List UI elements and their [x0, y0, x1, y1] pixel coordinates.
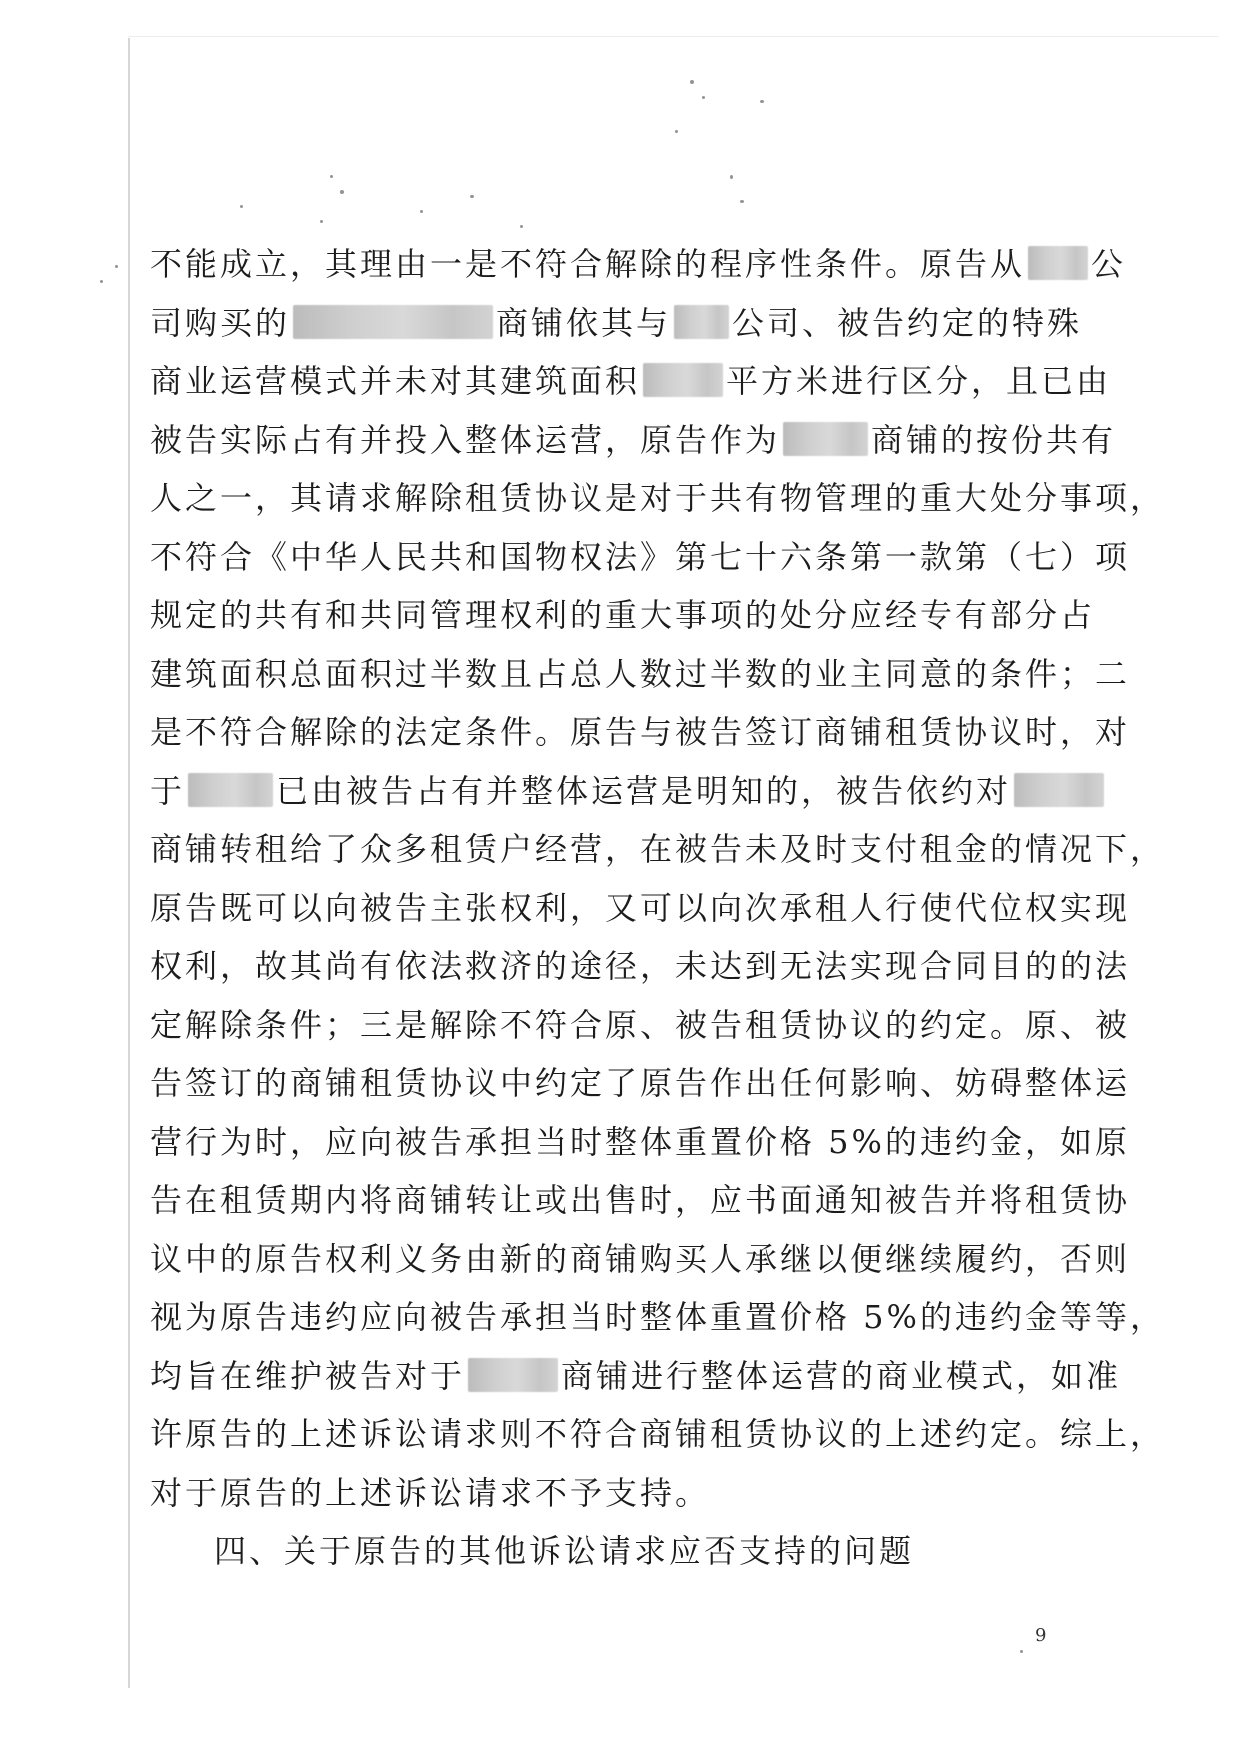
scan-speck [330, 175, 333, 178]
text-segment: 平方米进行区分，且已由 [726, 362, 1112, 400]
scan-speck [730, 175, 733, 179]
text-segment: 规定的共有和共同管理权利的重大事项的处分应经专有部分占 [150, 596, 1096, 634]
scan-speck [240, 205, 243, 208]
scan-speck [760, 100, 764, 103]
text-segment: 已由被告占有并整体运营是明知的，被告依约对 [276, 771, 1012, 810]
text-line [150, 235, 1127, 294]
text-segment: 告签订的商铺租赁协议中约定了原告作出任何影响、妨碍整体运 [150, 1064, 1131, 1102]
text-line [150, 937, 1131, 996]
text-line [150, 1405, 1166, 1464]
redacted-block [643, 363, 723, 397]
redacted-block [468, 1358, 558, 1392]
scan-speck [1020, 1650, 1023, 1653]
text-line [150, 645, 1131, 704]
text-line [150, 528, 1131, 587]
text-line [150, 1464, 1100, 1523]
text-segment: 司购买的 [150, 303, 291, 342]
text-segment: 公司、被告约定的特殊 [732, 303, 1083, 342]
text-line [150, 879, 1131, 938]
text-line [150, 352, 1112, 411]
text-line [150, 1113, 1130, 1172]
text-segment: 视为原告违约应向被告承担当时整体重置价格 5%的违约金等等， [150, 1298, 1165, 1336]
scan-speck [702, 96, 705, 99]
text-line [150, 1347, 1122, 1406]
text-segment: 商铺的按份共有 [871, 420, 1117, 459]
text-line [150, 996, 1131, 1055]
scan-speck [520, 225, 523, 228]
text-segment: 均旨在维护被告对于 [150, 1356, 466, 1395]
text-segment: 是不符合解除的法定条件。原告与被告签订商铺租赁协议时，对 [150, 713, 1131, 751]
scan-speck [690, 80, 694, 84]
text-segment: 商铺转租给了众多租赁户经营，在被告未及时支付租金的情况下， [150, 830, 1166, 868]
scan-speck [320, 220, 323, 223]
text-segment: 不能成立，其理由一是不符合解除的程序性条件。原告从 [150, 245, 1026, 283]
page-edge-top [128, 36, 1218, 37]
text-line [150, 294, 1100, 353]
text-segment: 许原告的上述诉讼请求则不符合商铺租赁协议的上述约定。综上， [150, 1415, 1166, 1453]
scan-speck [740, 200, 744, 203]
text-line [150, 1288, 1165, 1347]
text-segment: 公 [1091, 245, 1127, 283]
scan-speck [340, 190, 344, 194]
text-segment: 告在租赁期内将商铺转让或出售时，应书面通知被告并将租赁协 [150, 1181, 1131, 1219]
text-segment: 商铺依其与 [496, 303, 672, 342]
text-segment: 议中的原告权利义务由新的商铺购买人承继以便继续履约，否则 [150, 1239, 1131, 1278]
text-segment: 对于原告的上述诉讼请求不予支持。 [150, 1473, 711, 1512]
text-line [150, 1230, 1131, 1289]
text-segment: 营行为时，应向被告承担当时整体重置价格 5%的违约金，如原 [150, 1122, 1130, 1161]
scan-speck [420, 210, 423, 213]
text-segment: 原告既可以向被告主张权利，又可以向次承租人行使代位权实现 [150, 888, 1131, 927]
text-line [150, 1171, 1131, 1230]
text-segment: 不符合《中华人民共和国物权法》第七十六条第一款第（七）项 [150, 537, 1131, 576]
page-number: 9 [1035, 1625, 1047, 1646]
redacted-block [1014, 773, 1104, 807]
redacted-block [293, 305, 493, 339]
text-segment: 权利，故其尚有依法救济的途径，未达到无法实现合同目的的法 [150, 947, 1131, 985]
page-edge [128, 38, 130, 1688]
redacted-block [674, 305, 729, 339]
text-segment: 被告实际占有并投入整体运营，原告作为 [150, 420, 781, 459]
text-segment: 商铺进行整体运营的商业模式，如准 [561, 1356, 1122, 1395]
scan-speck [675, 130, 678, 133]
document-body [150, 235, 1166, 1581]
scan-speck [100, 280, 103, 283]
text-segment: 人之一，其请求解除租赁协议是对于共有物管理的重大处分事项， [150, 479, 1166, 517]
text-line [150, 469, 1166, 528]
text-segment: 定解除条件；三是解除不符合原、被告租赁协议的约定。原、被 [150, 1005, 1131, 1044]
scan-speck [115, 265, 118, 268]
text-line [150, 411, 1117, 470]
text-line [150, 586, 1100, 645]
text-line [150, 1522, 1100, 1581]
redacted-block [1028, 246, 1088, 280]
text-segment: 商业运营模式并未对其建筑面积 [150, 362, 641, 400]
text-line [150, 820, 1166, 879]
text-segment: 于 [150, 771, 186, 810]
redacted-block [783, 422, 868, 456]
scan-speck [470, 195, 474, 198]
text-segment: 建筑面积总面积过半数且占总人数过半数的业主同意的条件；二 [150, 654, 1131, 693]
text-line [150, 762, 1100, 821]
redacted-block [188, 773, 273, 807]
text-segment: 四、关于原告的其他诉讼请求应否支持的问题 [214, 1532, 915, 1570]
text-line [150, 703, 1131, 762]
text-line [150, 1054, 1131, 1113]
